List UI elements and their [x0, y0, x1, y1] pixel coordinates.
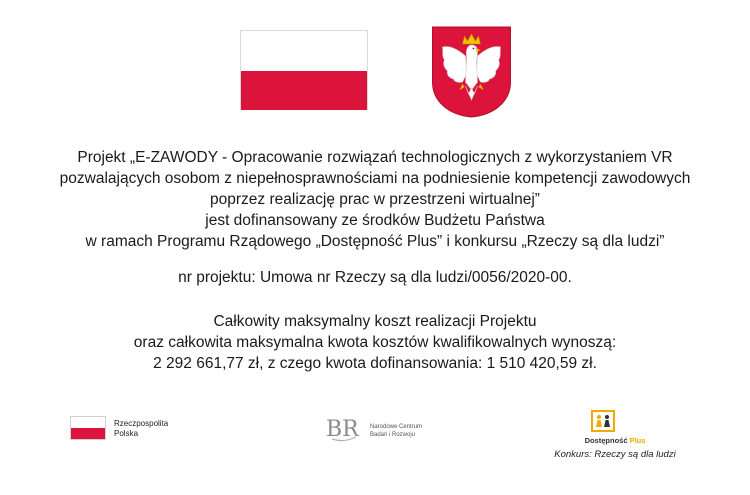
ncbr-br-mark-icon	[326, 414, 362, 442]
dostepnosc-plus-logo	[540, 410, 690, 470]
cost-line: oraz całkowita maksymalna kwota kosztów kwalifikowalnych wynoszą:	[133, 334, 617, 351]
ncbr-logo-text: Narodowe Centrum Badań i Rozwoju	[370, 424, 423, 438]
cost-information	[20, 311, 730, 374]
project-line: jest dofinansowany ze środków Budżetu Państwa	[205, 212, 545, 229]
small-polish-flag-icon	[70, 416, 106, 440]
rp-logo-text: Rzeczpospolita Polska	[114, 419, 169, 438]
dostepnosc-plus-brand: Dostępność Plus	[584, 436, 646, 445]
polish-flag-icon	[240, 30, 368, 110]
cost-line: Całkowity maksymalny koszt realizacji Projektu	[213, 313, 537, 330]
project-line: w ramach Programu Rządowego „Dostępność Plus” i konkursu „Rzeczy są dla ludzi”	[85, 233, 665, 250]
cost-line: 2 292 661,77 zł, z czego kwota dofinansowania: 1 510 420,59 zł.	[153, 355, 597, 372]
project-line: poprzez realizację prac w przestrzeni wirtualnej”	[210, 191, 540, 208]
project-description	[20, 147, 730, 252]
polish-white-eagle-emblem-icon	[431, 26, 512, 118]
accessibility-people-icon	[591, 410, 615, 432]
project-number: nr projektu: Umowa nr Rzeczy są dla ludzi/0056/2020-00.	[178, 269, 572, 286]
project-line: pozwalających osobom z niepełnosprawnościami na podniesienie kompetencji zawodowych	[59, 170, 691, 187]
contest-caption: Konkurs: Rzeczy są dla ludzi	[554, 449, 676, 460]
svg-text:BR: BR	[326, 417, 359, 442]
project-line: Projekt „E-ZAWODY - Opracowanie rozwiązań technologicznych z wykorzystaniem VR	[77, 149, 673, 166]
